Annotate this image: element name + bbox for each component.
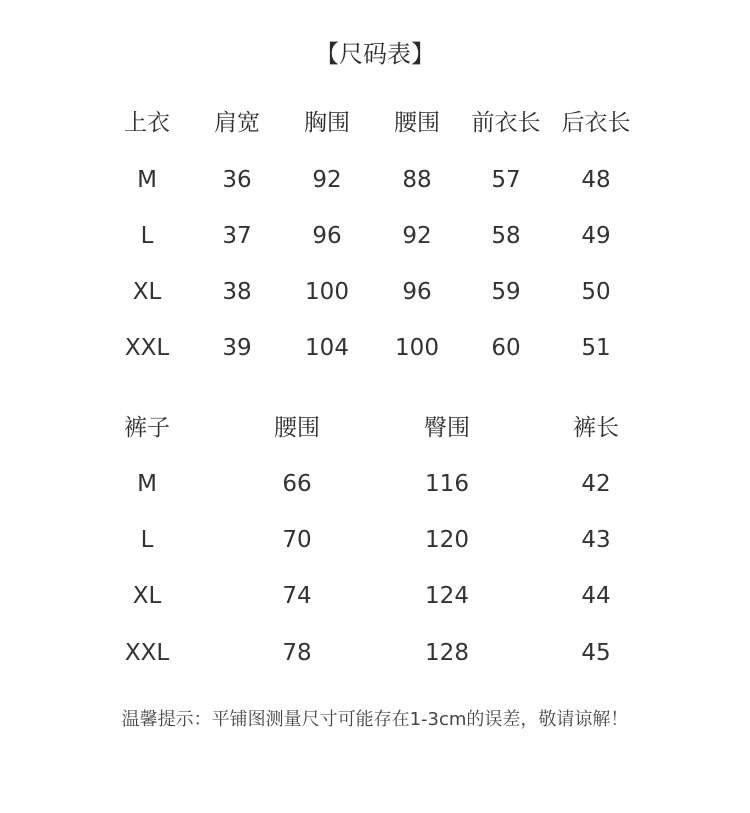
header-cell: 腰围 xyxy=(274,415,320,441)
page-title: 【尺码表】 xyxy=(315,40,435,68)
table-cell: 57 xyxy=(491,167,521,193)
table-cell: 45 xyxy=(581,640,611,666)
header-cell: 腰围 xyxy=(394,110,440,136)
table-header-row xyxy=(0,408,750,448)
table-cell: 116 xyxy=(425,471,469,497)
table-row xyxy=(0,633,750,673)
table-row xyxy=(0,520,750,560)
table-cell: 70 xyxy=(282,527,312,553)
table-cell: 124 xyxy=(425,583,469,609)
table-cell: 58 xyxy=(491,223,521,249)
table-cell: 38 xyxy=(222,279,252,305)
header-cell: 裤子 xyxy=(124,415,170,441)
table-row xyxy=(0,216,750,256)
table-cell: 74 xyxy=(282,583,312,609)
table-cell: 43 xyxy=(581,527,611,553)
table-cell: 92 xyxy=(402,223,432,249)
table-cell: 49 xyxy=(581,223,611,249)
table-cell: 96 xyxy=(402,279,432,305)
table-cell: 44 xyxy=(581,583,611,609)
table-cell: L xyxy=(140,223,154,249)
table-cell: 36 xyxy=(222,167,252,193)
table-cell: 128 xyxy=(425,640,469,666)
table-cell: XXL xyxy=(124,640,170,666)
header-cell: 裤长 xyxy=(573,415,619,441)
table-cell: 100 xyxy=(395,335,439,361)
table-cell: XXL xyxy=(124,335,170,361)
measurement-note: 温馨提示：平铺图测量尺寸可能存在1-3cm的误差，敬请谅解！ xyxy=(121,709,629,730)
table-cell: 96 xyxy=(312,223,342,249)
header-cell: 后衣长 xyxy=(561,110,631,136)
header-cell: 前衣长 xyxy=(471,110,541,136)
header-cell: 胸围 xyxy=(304,110,350,136)
header-cell: 上衣 xyxy=(124,110,170,136)
table-cell: 48 xyxy=(581,167,611,193)
table-cell: 78 xyxy=(282,640,312,666)
header-cell: 臀围 xyxy=(424,415,470,441)
header-cell: 肩宽 xyxy=(214,110,260,136)
table-cell: 51 xyxy=(581,335,611,361)
table-cell: 60 xyxy=(491,335,521,361)
table-cell: 88 xyxy=(402,167,432,193)
table-cell: XL xyxy=(132,279,162,305)
table-cell: 100 xyxy=(305,279,349,305)
table-row xyxy=(0,576,750,616)
table-cell: M xyxy=(137,471,157,497)
table-cell: 42 xyxy=(581,471,611,497)
table-cell: 39 xyxy=(222,335,252,361)
table-cell: 120 xyxy=(425,527,469,553)
table-row xyxy=(0,328,750,368)
table-cell: 104 xyxy=(305,335,349,361)
table-cell: 50 xyxy=(581,279,611,305)
table-cell: 92 xyxy=(312,167,342,193)
table-cell: 37 xyxy=(222,223,252,249)
table-row xyxy=(0,160,750,200)
table-cell: M xyxy=(137,167,157,193)
table-cell: XL xyxy=(132,583,162,609)
table-row xyxy=(0,272,750,312)
table-cell: L xyxy=(140,527,154,553)
table-header-row xyxy=(0,103,750,143)
table-cell: 59 xyxy=(491,279,521,305)
table-row xyxy=(0,464,750,504)
table-cell: 66 xyxy=(282,471,312,497)
